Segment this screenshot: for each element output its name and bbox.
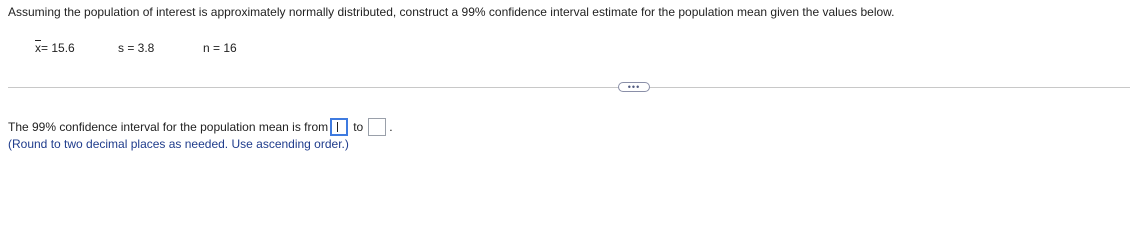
answer-line [8, 118, 393, 136]
given-sample-size: n = 16 [203, 41, 237, 55]
answer-prefix: The 99% confidence interval for the population mean is from [8, 120, 329, 134]
answer-connector: to [353, 120, 364, 134]
text-caret [337, 122, 338, 132]
given-sample-std: s = 3.8 [118, 41, 155, 55]
section-divider [8, 87, 1130, 88]
xbar-value: = 15.6 [41, 41, 75, 55]
more-options-button[interactable]: ••• [618, 82, 650, 92]
lower-bound-input[interactable] [330, 118, 348, 136]
given-sample-mean [35, 41, 75, 55]
xbar-symbol: $\overline{x}$ [35, 41, 41, 55]
rounding-hint: (Round to two decimal places as needed. Use ascending order.) [8, 137, 349, 151]
question-text: Assuming the population of interest is approximately normally distributed, construct a 99% confidence interval estimate for the population mean given the values below. [8, 5, 895, 19]
answer-suffix: . [389, 120, 393, 134]
upper-bound-input[interactable] [368, 118, 386, 136]
